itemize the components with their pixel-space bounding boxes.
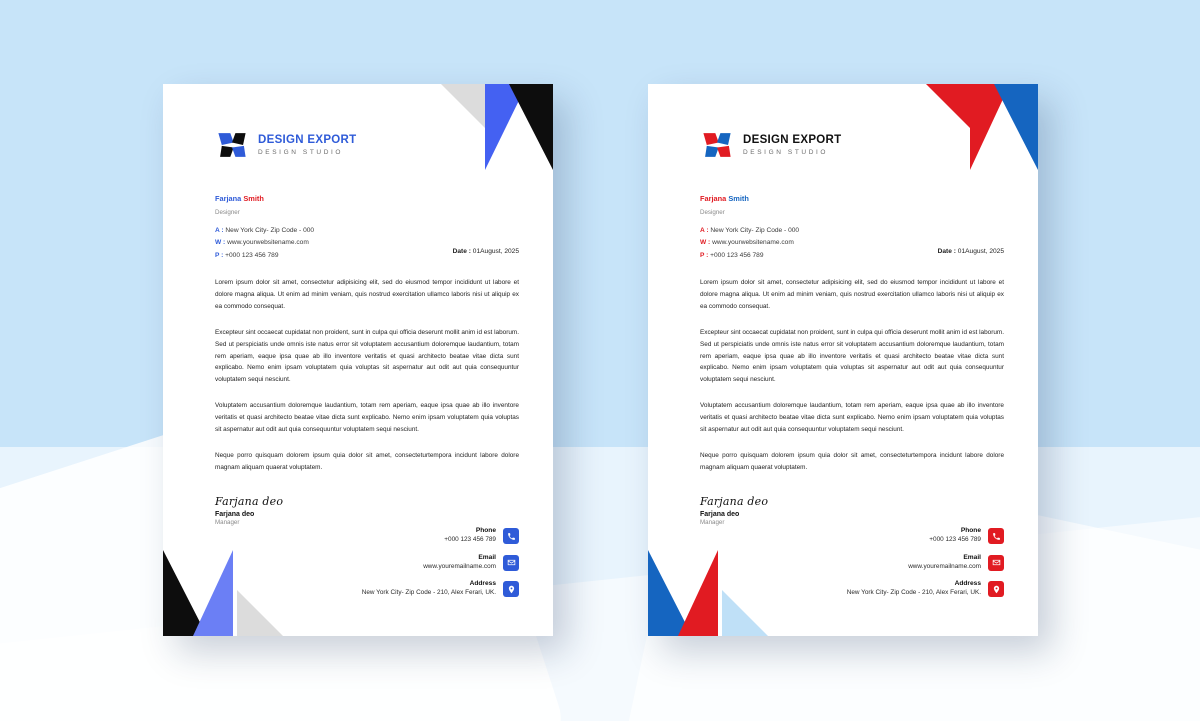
phone-value: +000 123 456 789 bbox=[225, 251, 279, 259]
footer-value: www.youremailname.com bbox=[423, 562, 496, 570]
brand-subtitle: DESIGN STUDIO bbox=[258, 148, 344, 156]
website-key: W : bbox=[700, 239, 711, 247]
butterfly-logo-icon bbox=[215, 128, 249, 162]
location-pin-icon bbox=[988, 581, 1004, 597]
brand-logo bbox=[215, 128, 519, 162]
phone-key: P : bbox=[215, 251, 224, 259]
footer-label: Email bbox=[478, 553, 496, 561]
sender-name bbox=[700, 192, 1004, 206]
signature-role: Manager bbox=[700, 519, 725, 527]
envelope-icon bbox=[988, 555, 1004, 571]
signature-role: Manager bbox=[215, 519, 240, 527]
sender-address-line bbox=[700, 225, 1004, 238]
body-paragraph: Lorem ipsum dolor sit amet, consectetur adipisicing elit, sed do eiusmod tempor incididunt ut labore et dolore magna aliqua. Ut enim ad minim veniam, quis nostrud exercitation ullamco laboris nisi ut aliquip ex ea commodo consequat. bbox=[700, 279, 1004, 311]
letter-body bbox=[700, 277, 1004, 473]
address-key: A : bbox=[700, 226, 709, 234]
butterfly-logo-icon bbox=[700, 128, 734, 162]
address-value: New York City- Zip Code - 000 bbox=[225, 226, 315, 234]
brand-logo bbox=[700, 128, 1004, 162]
footer-contact-phone bbox=[444, 527, 519, 545]
footer-contact-phone bbox=[929, 527, 1004, 545]
footer-value: New York City- Zip Code - 210, Alex Ferari, UK. bbox=[846, 589, 981, 597]
body-paragraph: Excepteur sint occaecat cupidatat non proident, sunt in culpa qui officia deserunt mollit anim id est laborum. Sed ut perspiciatis unde omnis iste natus error sit voluptatem accusantium doloremque laudantium, totam rem aperiam, eaque ipsa quae ab illo inventore veritatis et quasi architecto beatae vitae dicta sunt explicabo. Nemo enim ipsam voluptatem quia voluptas sit aspernatur aut odit aut quia consequuntur voluptatem sequi nesciunt. bbox=[700, 328, 1004, 384]
letterhead-page-blue[interactable] bbox=[163, 84, 553, 636]
sender-first-name: Farjana bbox=[215, 194, 242, 203]
address-value: New York City- Zip Code - 000 bbox=[710, 226, 800, 234]
date-value: 01August, 2025 bbox=[957, 248, 1004, 256]
footer-contact-address bbox=[362, 580, 519, 598]
footer-contact-email bbox=[908, 554, 1004, 572]
footer-contacts bbox=[847, 527, 1004, 598]
signature-block bbox=[700, 495, 1004, 526]
sender-last-name: Smith bbox=[728, 194, 749, 203]
body-paragraph: Neque porro quisquam dolorem ipsum quia dolor sit amet, consecteturtempora incidunt labore dolore magnam aliquam quaerat voluptatem. bbox=[700, 451, 1004, 471]
sender-role: Designer bbox=[700, 209, 725, 217]
location-pin-icon bbox=[503, 581, 519, 597]
body-paragraph: Voluptatem accusantium doloremque laudantium, totam rem aperiam, eaque ipsa quae ab illo inventore veritatis et quasi architecto beatae vitae dicta sunt explicabo. Nemo enim ipsam voluptatem quia voluptas sit aspernatur aut odit aut quia consequuntur voluptatem sequi nesciunt. bbox=[215, 402, 519, 433]
website-value: www.yourwebsitename.com bbox=[712, 239, 794, 247]
signature-block bbox=[215, 495, 519, 526]
brand-name: DESIGN EXPORT bbox=[743, 134, 842, 147]
footer-label: Email bbox=[963, 553, 981, 561]
body-paragraph: Neque porro quisquam dolorem ipsum quia dolor sit amet, consecteturtempora incidunt labore dolore magnam aliquam quaerat voluptatem. bbox=[215, 451, 519, 471]
date-label: Date : bbox=[937, 248, 956, 256]
sender-address-line bbox=[215, 225, 519, 238]
footer-value: New York City- Zip Code - 210, Alex Ferari, UK. bbox=[361, 589, 496, 597]
website-value: www.yourwebsitename.com bbox=[227, 239, 309, 247]
website-key: W : bbox=[215, 239, 226, 247]
date-label: Date : bbox=[452, 248, 471, 256]
brand-subtitle: DESIGN STUDIO bbox=[743, 148, 829, 156]
signature-name: Farjana deo bbox=[215, 511, 255, 519]
envelope-icon bbox=[503, 555, 519, 571]
brand-name: DESIGN EXPORT bbox=[258, 134, 357, 147]
footer-label: Phone bbox=[475, 527, 496, 535]
letter-body bbox=[215, 277, 519, 473]
signature-script: Farjana deo bbox=[700, 495, 769, 509]
footer-contacts bbox=[362, 527, 519, 598]
sender-role: Designer bbox=[215, 209, 240, 217]
sender-name bbox=[215, 192, 519, 206]
phone-key: P : bbox=[700, 251, 709, 259]
sender-first-name: Farjana bbox=[700, 194, 727, 203]
phone-icon bbox=[988, 528, 1004, 544]
footer-label: Phone bbox=[960, 527, 981, 535]
signature-name: Farjana deo bbox=[700, 511, 740, 519]
footer-value: +000 123 456 789 bbox=[444, 535, 496, 543]
letterhead-page-red[interactable] bbox=[648, 84, 1038, 636]
signature-script: Farjana deo bbox=[215, 495, 284, 509]
body-paragraph: Excepteur sint occaecat cupidatat non proident, sunt in culpa qui officia deserunt mollit anim id est laborum. Sed ut perspiciatis unde omnis iste natus error sit voluptatem accusantium doloremque laudantium, totam rem aperiam, eaque ipsa quae ab illo inventore veritatis et quasi architecto beatae vitae dicta sunt explicabo. Nemo enim ipsam voluptatem quia voluptas sit aspernatur aut odit aut quia consequuntur voluptatem sequi nesciunt. bbox=[215, 328, 519, 384]
address-key: A : bbox=[215, 226, 224, 234]
sender-last-name: Smith bbox=[243, 194, 264, 203]
phone-icon bbox=[503, 528, 519, 544]
footer-value: www.youremailname.com bbox=[908, 562, 981, 570]
body-paragraph: Lorem ipsum dolor sit amet, consectetur adipisicing elit, sed do eiusmod tempor incididunt ut labore et dolore magna aliqua. Ut enim ad minim veniam, quis nostrud exercitation ullamco laboris nisi ut aliquip ex ea commodo consequat. bbox=[215, 279, 519, 311]
footer-value: +000 123 456 789 bbox=[929, 535, 981, 543]
body-paragraph: Voluptatem accusantium doloremque laudantium, totam rem aperiam, eaque ipsa quae ab illo inventore veritatis et quasi architecto beatae vitae dicta sunt explicabo. Nemo enim ipsam voluptatem quia voluptas sit aspernatur aut odit aut quia consequuntur voluptatem sequi nesciunt. bbox=[700, 402, 1004, 433]
footer-contact-address bbox=[847, 580, 1004, 598]
footer-label: Address bbox=[954, 580, 981, 588]
footer-contact-email bbox=[423, 554, 519, 572]
date-value: 01August, 2025 bbox=[472, 248, 519, 256]
phone-value: +000 123 456 789 bbox=[710, 251, 764, 259]
footer-label: Address bbox=[469, 580, 496, 588]
